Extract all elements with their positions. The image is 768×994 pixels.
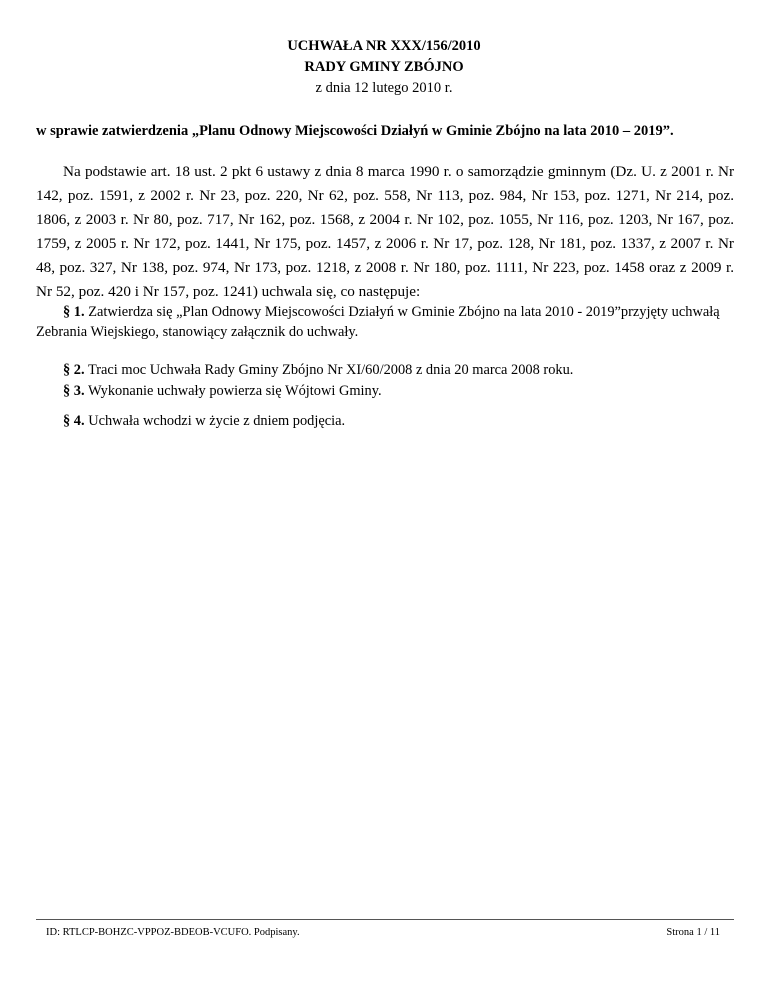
resolution-subject: w sprawie zatwierdzenia „Planu Odnowy Miejscowości Działyń w Gminie Zbójno na lata 2010 – 2019”. bbox=[36, 123, 674, 139]
document-id: ID: RTLCP-BOHZC-VPPOZ-BDEOB-VCUFO. Podpisany. bbox=[46, 927, 300, 938]
paragraph-4 bbox=[36, 411, 736, 431]
paragraph-2-label: § 2. bbox=[63, 362, 85, 378]
paragraph-3 bbox=[36, 381, 736, 401]
paragraph-3-text: Wykonanie uchwały powierza się Wójtowi Gminy. bbox=[87, 383, 382, 399]
paragraph-4-label: § 4. bbox=[63, 413, 85, 429]
paragraph-1 bbox=[36, 302, 736, 342]
paragraph-2-text: Traci moc Uchwała Rady Gminy Zbójno Nr XI/60/2008 z dnia 20 marca 2008 roku. bbox=[87, 362, 574, 378]
footer-divider bbox=[36, 919, 734, 920]
resolution-number: UCHWAŁA NR XXX/156/2010 bbox=[287, 38, 481, 54]
resolution-date: z dnia 12 lutego 2010 r. bbox=[315, 80, 453, 96]
council-name: RADY GMINY ZBÓJNO bbox=[304, 59, 464, 75]
paragraph-2 bbox=[36, 360, 736, 380]
paragraph-4-text: Uchwała wchodzi w życie z dniem podjęcia. bbox=[88, 413, 346, 429]
paragraph-3-label: § 3. bbox=[63, 383, 85, 399]
document-header bbox=[0, 36, 768, 99]
paragraph-1-label: § 1. bbox=[63, 304, 85, 320]
page-number: Strona 1 / 11 bbox=[666, 927, 720, 938]
legal-basis: Na podstawie art. 18 ust. 2 pkt 6 ustawy z dnia 8 marca 1990 r. o samorządzie gminnym (Dz. U. z 2001 r. Nr 142, poz. 1591, z 2002 r. Nr 23, poz. 220, Nr 62, poz. 558, Nr 113, poz. 984, Nr 153, poz. 1271, Nr 214, poz. 1806, z 2003 r. Nr 80, poz. 717, Nr 162, poz. 1568, z 2004 r. Nr 102, poz. 1055, Nr 116, poz. 1203, Nr 167, poz. 1759, z 2005 r. Nr 172, poz. 1441, Nr 175, poz. 1457, z 2006 r. Nr 17, poz. 128, Nr 181, poz. 1337, z 2007 r. Nr 48, poz. 327, Nr 138, poz. 974, Nr 173, poz. 1218, z 2008 r. Nr 180, poz. 1111, Nr 223, poz. 1458 oraz z 2009 r. Nr 52, poz. 420 i Nr 157, poz. 1241) uchwala się, co następuje: bbox=[36, 163, 734, 300]
paragraph-1-text: Zatwierdza się „Plan Odnowy Miejscowości Działyń w Gminie Zbójno na lata 2010 - 2019”przyjęty uchwałą Zebrania Wiejskiego, stanowiący załącznik do uchwały. bbox=[36, 304, 720, 340]
